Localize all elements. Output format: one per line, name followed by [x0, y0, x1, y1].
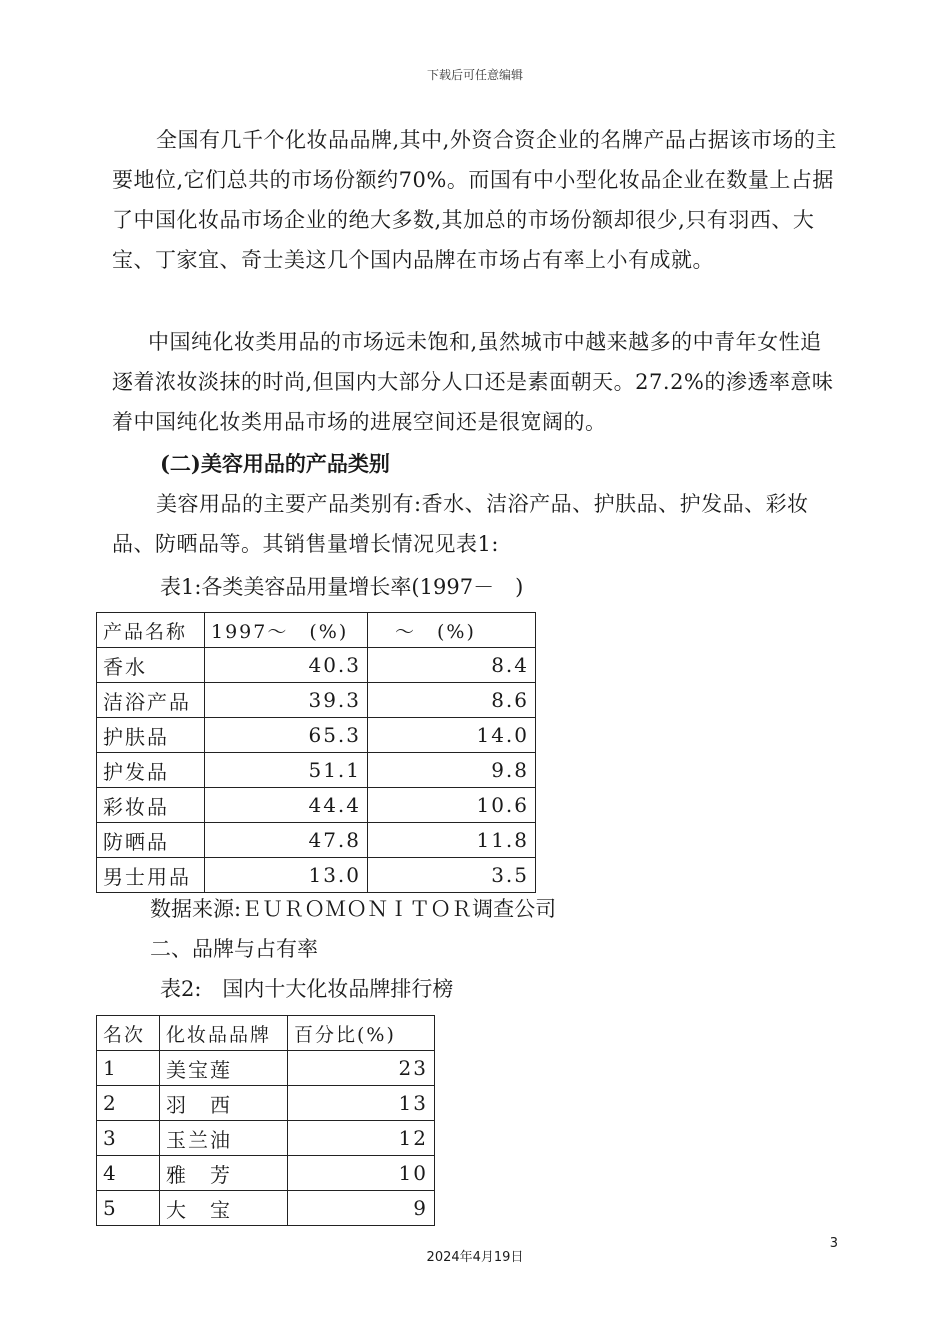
- paragraph-market: [112, 322, 840, 442]
- table-cell: 65.3: [205, 718, 368, 753]
- table-cell: 防晒品: [97, 823, 205, 858]
- table-row: [97, 753, 536, 788]
- table-cell: 香水: [97, 648, 205, 683]
- table-row: [97, 788, 536, 823]
- table-row: [97, 1121, 435, 1156]
- table-cell: 10: [288, 1156, 435, 1191]
- paragraph-categories-text: 美容用品的主要产品类别有:香水、洁浴产品、护肤品、护发品、彩妆品、防晒品等。其销售量增长情况见表1:: [112, 492, 809, 556]
- paragraph-brands: [112, 120, 840, 280]
- table-cell: 5: [97, 1191, 160, 1226]
- table-cell: 大 宝: [160, 1191, 288, 1226]
- table-header-cell: ～ (%): [368, 613, 536, 648]
- table-cell: 护发品: [97, 753, 205, 788]
- table-header-cell: 产品名称: [97, 613, 205, 648]
- table-cell: 护肤品: [97, 718, 205, 753]
- table-row: [97, 1086, 435, 1121]
- table-cell: 10.6: [368, 788, 536, 823]
- table-row: [97, 683, 536, 718]
- table-cell: 39.3: [205, 683, 368, 718]
- table-cell: 1: [97, 1051, 160, 1086]
- paragraph-brands-text: 全国有几千个化妆品品牌,其中,外资合资企业的名牌产品占据该市场的主要地位,它们总共的市场份额约70%。而国有中小型化妆品企业在数量上占据了中国化妆品市场企业的绝大多数,其加总的市场份额却很少,只有羽西、大宝、丁家宜、奇士美这几个国内品牌在市场占有率上小有成就。: [112, 128, 837, 272]
- data-source-note: 数据来源:ＥＵＲＯＭＯＮＩＴＯＲ调查公司: [150, 897, 557, 921]
- table-header-cell: 化妆品品牌: [160, 1016, 288, 1051]
- table1: [96, 612, 536, 893]
- table-cell: 玉兰油: [160, 1121, 288, 1156]
- table-header-cell: 名次: [97, 1016, 160, 1051]
- paragraph-market-text: 中国纯化妆类用品的市场远未饱和,虽然城市中越来越多的中青年女性追逐着浓妆淡抹的时尚,但国内大部分人口还是素面朝天。27.2%的渗透率意味着中国纯化妆类用品市场的进展空间还是很宽阔的。: [112, 330, 834, 434]
- table-cell: 雅 芳: [160, 1156, 288, 1191]
- table-cell: 3.5: [368, 858, 536, 893]
- table-cell: 2: [97, 1086, 160, 1121]
- page-header: 下载后可任意编辑: [426, 68, 523, 82]
- table1-caption: 表1:各类美容品用量增长率(1997－ ): [160, 575, 524, 599]
- table-cell: 4: [97, 1156, 160, 1191]
- table-cell: 男士用品: [97, 858, 205, 893]
- page-number: 3: [829, 1236, 838, 1251]
- table-cell: 12: [288, 1121, 435, 1156]
- table-header-cell: 百分比(%): [288, 1016, 435, 1051]
- table-row: [97, 858, 536, 893]
- table-cell: 47.8: [205, 823, 368, 858]
- table-cell: 23: [288, 1051, 435, 1086]
- table-cell: 羽 西: [160, 1086, 288, 1121]
- table-cell: 40.3: [205, 648, 368, 683]
- table-row: [97, 1051, 435, 1086]
- table-cell: 3: [97, 1121, 160, 1156]
- table-cell: 8.4: [368, 648, 536, 683]
- table-cell: 9: [288, 1191, 435, 1226]
- table-cell: 14.0: [368, 718, 536, 753]
- table-header-cell: 1997～ (%): [205, 613, 368, 648]
- footer-date: 2024年4月19日: [426, 1250, 524, 1265]
- section-heading-brands: 二、品牌与占有率: [150, 937, 318, 961]
- table-cell: 彩妆品: [97, 788, 205, 823]
- table-row: [97, 648, 536, 683]
- table-cell: 美宝莲: [160, 1051, 288, 1086]
- table-cell: 13: [288, 1086, 435, 1121]
- table-cell: 9.8: [368, 753, 536, 788]
- table2: [96, 1015, 435, 1226]
- table-cell: 13.0: [205, 858, 368, 893]
- table-cell: 11.8: [368, 823, 536, 858]
- table-row: [97, 1156, 435, 1191]
- table-cell: 8.6: [368, 683, 536, 718]
- table-cell: 44.4: [205, 788, 368, 823]
- table-header-row: [97, 613, 536, 648]
- section-heading-categories: (二)美容用品的产品类别: [160, 451, 390, 476]
- table2-caption: 表2: 国内十大化妆品牌排行榜: [160, 977, 454, 1001]
- table-header-row: [97, 1016, 435, 1051]
- table-cell: 洁浴产品: [97, 683, 205, 718]
- paragraph-categories: [112, 484, 840, 564]
- table-cell: 51.1: [205, 753, 368, 788]
- table-row: [97, 1191, 435, 1226]
- table-row: [97, 718, 536, 753]
- table-row: [97, 823, 536, 858]
